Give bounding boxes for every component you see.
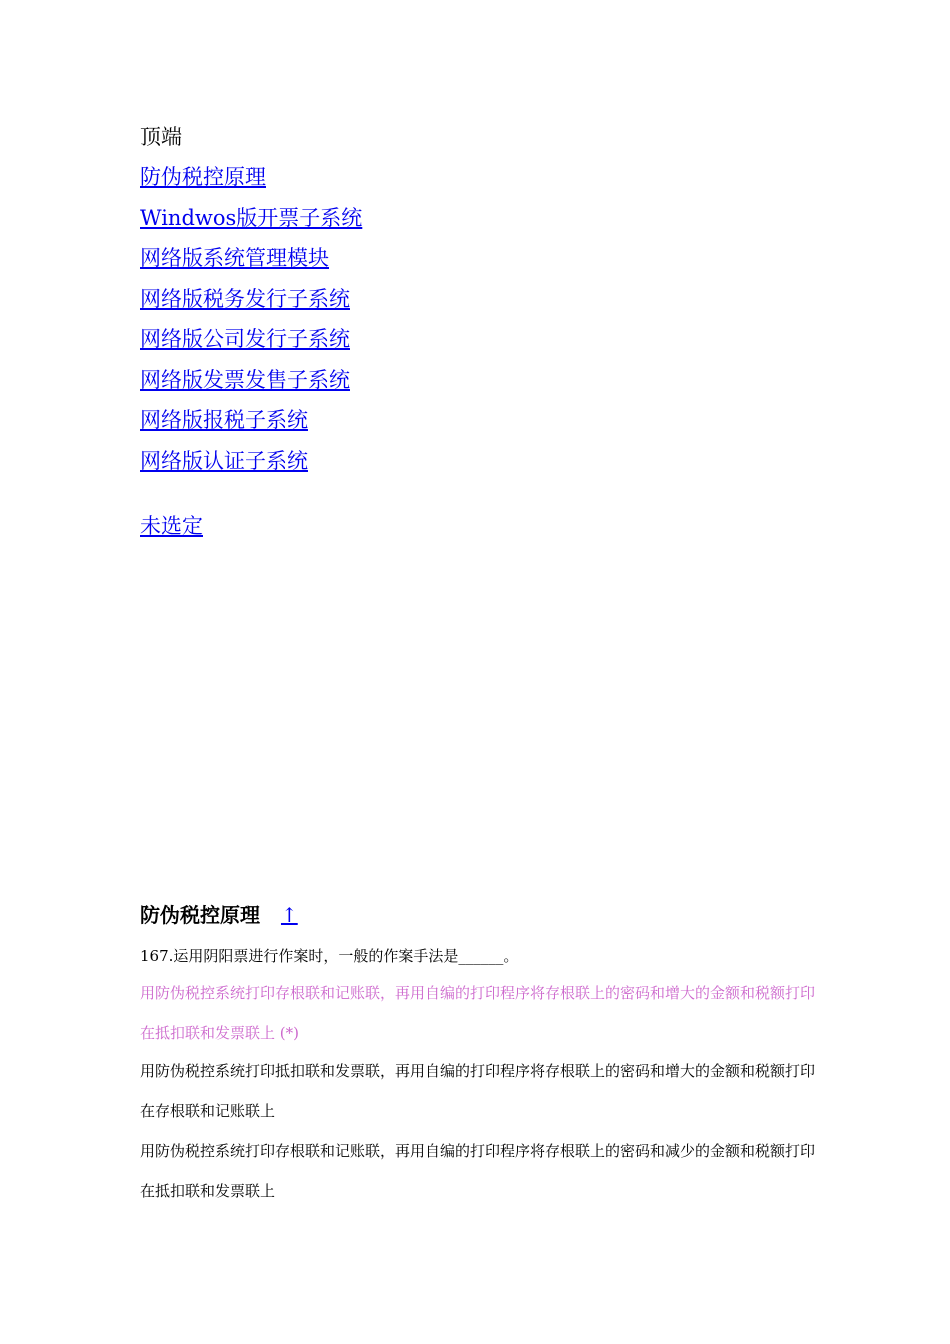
toc-item: [140, 162, 362, 203]
toc-link-network-company-issuance[interactable]: 网络版公司发行子系统: [140, 327, 350, 351]
unselected-link[interactable]: 未选定: [140, 514, 203, 538]
option-c: 用防伪税控系统打印存根联和记账联，再用自编的打印程序将存根联上的密码和减少的金额和税额打印在抵扣联和发票联上: [140, 1142, 816, 1200]
toc-link-windows-invoicing[interactable]: Windwos版开票子系统: [140, 205, 363, 230]
section-heading: [140, 900, 298, 930]
toc-link-network-tax-issuance[interactable]: 网络版税务发行子系统: [140, 286, 350, 311]
toc-item: [140, 243, 362, 284]
toc-link-network-tax-filing[interactable]: 网络版报税子系统: [140, 408, 308, 432]
toc-item: [140, 284, 362, 325]
toc-item: [140, 203, 362, 244]
option-b: 用防伪税控系统打印抵扣联和发票联，再用自编的打印程序将存根联上的密码和增大的金额和税额打印在存根联和记账联上: [140, 1062, 816, 1120]
top-heading: 顶端: [140, 125, 182, 149]
table-of-contents: [140, 162, 362, 486]
toc-link-network-system-management[interactable]: 网络版系统管理模块: [140, 246, 329, 270]
toc-item: [140, 405, 362, 446]
toc-link-network-invoice-sale[interactable]: 网络版发票发售子系统: [140, 367, 350, 392]
toc-item: [140, 324, 362, 365]
toc-item: [140, 365, 362, 406]
section-title: 防伪税控原理: [140, 903, 260, 927]
toc-link-network-certification[interactable]: 网络版认证子系统: [140, 448, 308, 473]
toc-link-anti-counterfeit-principle[interactable]: 防伪税控原理: [140, 165, 266, 189]
toc-item: [140, 446, 362, 487]
option-a-correct: 用防伪税控系统打印存根联和记账联，再用自编的打印程序将存根联上的密码和增大的金额和税额打印在抵扣联和发票联上 (*): [140, 984, 816, 1042]
question-text: 167.运用阴阳票进行作案时，一般的作案手法是______。: [140, 947, 519, 965]
back-to-top-link[interactable]: ↑: [280, 903, 298, 927]
